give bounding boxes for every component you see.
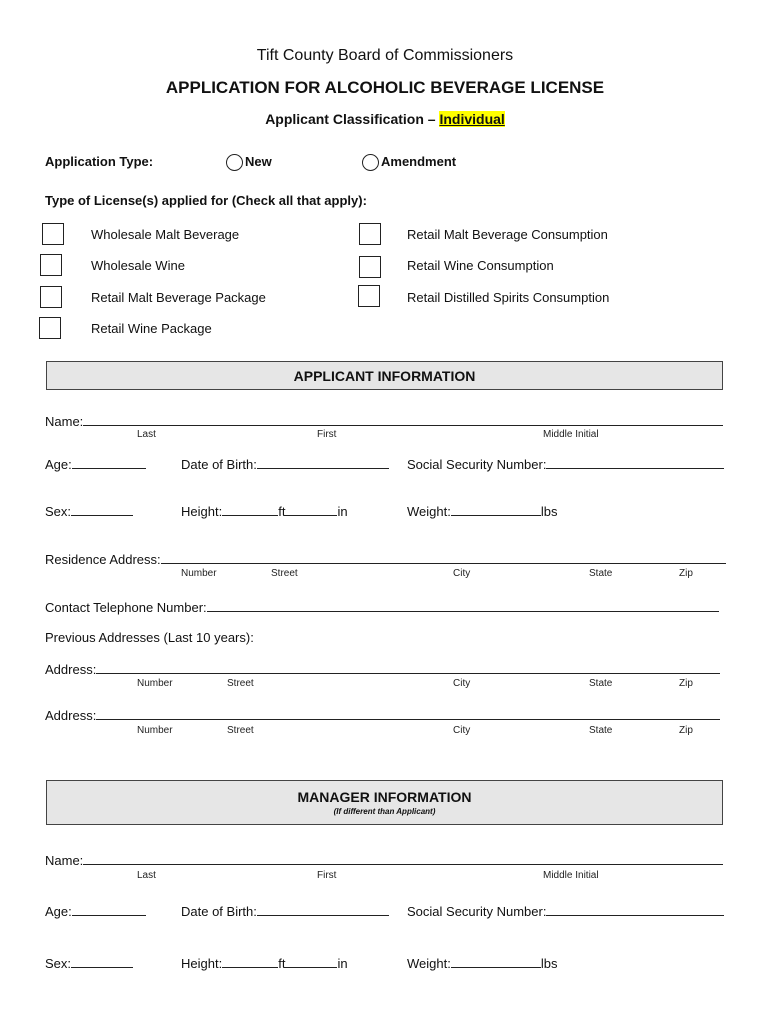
manager-age-field[interactable] — [72, 903, 146, 916]
manager-sex-row — [45, 955, 133, 971]
height-label: Height: — [181, 504, 223, 519]
caption-street: Street — [271, 568, 298, 579]
previous-address-row — [45, 661, 720, 677]
applicant-height-ft-field[interactable] — [222, 503, 278, 516]
caption-zip: Zip — [679, 568, 693, 579]
applicant-sex-row — [45, 503, 133, 519]
caption-street: Street — [227, 725, 254, 736]
wholesale-wine-checkbox[interactable] — [40, 254, 62, 276]
retail-wine-package-checkbox[interactable] — [39, 317, 61, 339]
manager-height-row — [181, 955, 348, 971]
manager-height-in-field[interactable] — [285, 955, 337, 968]
in-label: in — [337, 956, 348, 971]
manager-height-ft-field[interactable] — [222, 955, 278, 968]
residence-address-row — [45, 551, 726, 567]
phone-label: Contact Telephone Number: — [45, 600, 207, 615]
applicant-weight-row — [407, 503, 557, 519]
retail-spirits-consumption-checkbox[interactable] — [358, 285, 380, 307]
manager-banner-title: MANAGER INFORMATION — [297, 789, 472, 805]
name-label: Name: — [45, 414, 84, 429]
caption-street: Street — [227, 678, 254, 689]
age-label: Age: — [45, 904, 72, 919]
applicant-name-field[interactable] — [83, 413, 723, 426]
retail-spirits-consumption-label: Retail Distilled Spirits Consumption — [407, 290, 610, 305]
new-radio-label: New — [245, 154, 272, 169]
previous-addresses-label: Previous Addresses (Last 10 years): — [45, 630, 254, 645]
retail-wine-package-label: Retail Wine Package — [91, 321, 212, 336]
address-label: Address: — [45, 708, 97, 723]
ft-label: ft — [278, 956, 286, 971]
applicant-ssn-field[interactable] — [546, 456, 724, 469]
height-label: Height: — [181, 956, 223, 971]
age-label: Age: — [45, 457, 72, 472]
manager-dob-row — [181, 903, 389, 919]
applicant-height-in-field[interactable] — [285, 503, 337, 516]
applicant-dob-field[interactable] — [257, 456, 389, 469]
retail-malt-consumption-checkbox[interactable] — [359, 223, 381, 245]
caption-number: Number — [137, 678, 173, 689]
caption-zip: Zip — [679, 678, 693, 689]
caption-first: First — [317, 870, 337, 881]
caption-middle-initial: Middle Initial — [543, 429, 599, 440]
caption-city: City — [453, 678, 471, 689]
amendment-radio[interactable] — [362, 154, 379, 171]
applicant-age-field[interactable] — [72, 456, 146, 469]
in-label: in — [337, 504, 348, 519]
dob-label: Date of Birth: — [181, 457, 257, 472]
retail-wine-consumption-label: Retail Wine Consumption — [407, 258, 554, 273]
applicant-name-row — [45, 413, 723, 429]
sex-label: Sex: — [45, 956, 72, 971]
manager-dob-field[interactable] — [257, 903, 389, 916]
wholesale-malt-label: Wholesale Malt Beverage — [91, 227, 240, 242]
dob-label: Date of Birth: — [181, 904, 257, 919]
caption-last: Last — [137, 870, 156, 881]
weight-label: Weight: — [407, 956, 451, 971]
manager-age-row — [45, 903, 146, 919]
caption-zip: Zip — [679, 725, 693, 736]
form-title: APPLICATION FOR ALCOHOLIC BEVERAGE LICENSE — [165, 78, 605, 97]
caption-middle-initial: Middle Initial — [543, 870, 599, 881]
lbs-label: lbs — [540, 956, 558, 971]
applicant-sex-field[interactable] — [71, 503, 133, 516]
manager-ssn-field[interactable] — [546, 903, 724, 916]
applicant-banner — [46, 361, 723, 390]
manager-name-row — [45, 852, 723, 868]
residence-label: Residence Address: — [45, 552, 161, 567]
caption-number: Number — [137, 725, 173, 736]
caption-city: City — [453, 568, 471, 579]
lbs-label: lbs — [540, 504, 558, 519]
caption-state: State — [589, 568, 613, 579]
previous-address-field[interactable] — [96, 661, 720, 674]
address-label: Address: — [45, 662, 97, 677]
county-name: Tift County Board of Commissioners — [256, 47, 514, 64]
manager-sex-field[interactable] — [71, 955, 133, 968]
phone-field[interactable] — [207, 599, 719, 612]
applicant-banner-title: APPLICANT INFORMATION — [293, 368, 476, 384]
caption-state: State — [589, 678, 613, 689]
manager-name-field[interactable] — [83, 852, 723, 865]
classification-prefix: Applicant Classification – — [265, 111, 440, 127]
weight-label: Weight: — [407, 504, 451, 519]
previous-address-row — [45, 707, 720, 723]
caption-last: Last — [137, 429, 156, 440]
manager-weight-field[interactable] — [451, 955, 541, 968]
retail-malt-consumption-label: Retail Malt Beverage Consumption — [407, 227, 608, 242]
applicant-age-row — [45, 456, 146, 472]
caption-city: City — [453, 725, 471, 736]
caption-state: State — [589, 725, 613, 736]
applicant-ssn-row — [407, 456, 724, 472]
manager-ssn-row — [407, 903, 724, 919]
applicant-dob-row — [181, 456, 389, 472]
amendment-radio-label: Amendment — [381, 154, 457, 169]
new-radio[interactable] — [226, 154, 243, 171]
manager-banner — [46, 780, 723, 825]
retail-wine-consumption-checkbox[interactable] — [359, 256, 381, 278]
ft-label: ft — [278, 504, 286, 519]
retail-malt-package-label: Retail Malt Beverage Package — [91, 290, 266, 305]
caption-number: Number — [181, 568, 217, 579]
license-types-label: Type of License(s) applied for (Check all that apply): — [45, 193, 367, 208]
residence-address-field[interactable] — [161, 551, 726, 564]
application-type-label: Application Type: — [45, 154, 154, 169]
ssn-label: Social Security Number: — [407, 457, 547, 472]
caption-first: First — [317, 429, 337, 440]
phone-row — [45, 599, 719, 615]
previous-address-field[interactable] — [96, 707, 720, 720]
manager-weight-row — [407, 955, 557, 971]
sex-label: Sex: — [45, 504, 72, 519]
classification-value: Individual — [439, 111, 505, 127]
applicant-weight-field[interactable] — [451, 503, 541, 516]
name-label: Name: — [45, 853, 84, 868]
wholesale-malt-checkbox[interactable] — [42, 223, 64, 245]
applicant-classification — [0, 111, 770, 127]
manager-banner-subtitle: (If different than Applicant) — [333, 807, 436, 816]
retail-malt-package-checkbox[interactable] — [40, 286, 62, 308]
applicant-height-row — [181, 503, 348, 519]
ssn-label: Social Security Number: — [407, 904, 547, 919]
wholesale-wine-label: Wholesale Wine — [91, 258, 185, 273]
